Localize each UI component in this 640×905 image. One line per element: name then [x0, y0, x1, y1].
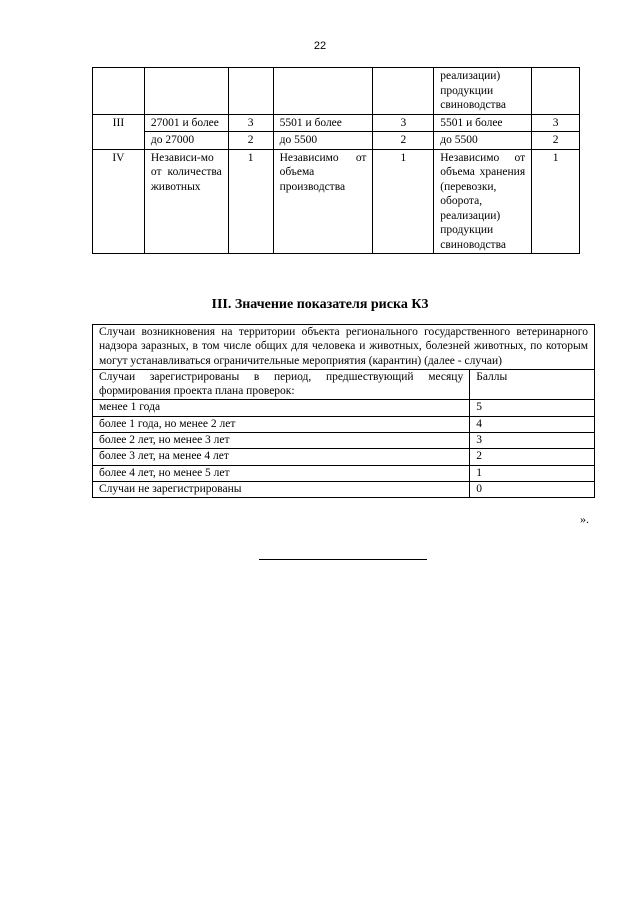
- category-label: III: [93, 114, 145, 149]
- table-cell: 2: [373, 132, 434, 150]
- score-cell: 5: [470, 400, 595, 416]
- section-title: III. Значение показателя риска К3: [211, 297, 429, 312]
- table-header-row: [93, 325, 595, 370]
- table-cell: 5501 и более: [273, 114, 373, 132]
- table-cell: 1: [532, 149, 580, 254]
- score-cell: 4: [470, 416, 595, 432]
- table-cell: 2: [532, 132, 580, 150]
- table-row: [93, 433, 595, 449]
- period-cell: Случаи не зарегистрированы: [93, 481, 470, 497]
- period-cell: более 3 лет, на менее 4 лет: [93, 449, 470, 465]
- score-cell: 3: [470, 433, 595, 449]
- table-cell: [93, 68, 145, 115]
- table-cell: 2: [228, 132, 273, 150]
- table-row: [93, 132, 580, 150]
- table-cell: 3: [228, 114, 273, 132]
- table-cell: 3: [532, 114, 580, 132]
- category-label: IV: [93, 149, 145, 254]
- score-cell: 2: [470, 449, 595, 465]
- table-cell: Независимо от объема хранения (перевозки, оборота, реализации) продукции свиноводства: [434, 149, 532, 254]
- table-cell: 27001 и более: [144, 114, 228, 132]
- period-cell: более 1 года, но менее 2 лет: [93, 416, 470, 432]
- table-cell: 1: [373, 149, 434, 254]
- table-cell: [273, 68, 373, 115]
- period-cell: более 2 лет, но менее 3 лет: [93, 433, 470, 449]
- table-row: [93, 465, 595, 481]
- closing-quote-mark: ».: [580, 512, 589, 526]
- table-cell: до 27000: [144, 132, 228, 150]
- table-header-row: [93, 369, 595, 400]
- table-cell: [532, 68, 580, 115]
- table-row: [93, 481, 595, 497]
- table-row: [93, 149, 580, 254]
- table-row: [93, 68, 580, 115]
- table-cell: 1: [228, 149, 273, 254]
- table-row: [93, 416, 595, 432]
- table-cell: [373, 68, 434, 115]
- table-cell: 3: [373, 114, 434, 132]
- separator-line: [259, 559, 427, 560]
- table-cell: [228, 68, 273, 115]
- risk-category-table: [92, 67, 580, 254]
- period-cell: более 4 лет, но менее 5 лет: [93, 465, 470, 481]
- table-cell: реализации) продукции свиноводства: [434, 68, 532, 115]
- k3-score-table: [92, 324, 595, 498]
- page-number: 22: [313, 40, 327, 52]
- table-cell: до 5500: [434, 132, 532, 150]
- table-cell: до 5500: [273, 132, 373, 150]
- table-row: [93, 400, 595, 416]
- score-cell: 0: [470, 481, 595, 497]
- table-header: Случаи возникновения на территории объекта регионального государственного ветеринарного надзора заразных, в том числе общих для человека и животных, болезней животных, по которым могут устанавливаться ограничительные мероприятия (карантин) (далее - случаи): [93, 325, 595, 370]
- column-header-score: Баллы: [470, 369, 595, 400]
- table-cell: 5501 и более: [434, 114, 532, 132]
- table-row: [93, 449, 595, 465]
- period-cell: менее 1 года: [93, 400, 470, 416]
- table-row: [93, 114, 580, 132]
- table-cell: Независимо от объема производства: [273, 149, 373, 254]
- score-cell: 1: [470, 465, 595, 481]
- table-cell: [144, 68, 228, 115]
- column-header-period: Случаи зарегистрированы в период, предшествующий месяцу формирования проекта плана проверок:: [93, 369, 470, 400]
- table-cell: Независи-мо от количества животных: [144, 149, 228, 254]
